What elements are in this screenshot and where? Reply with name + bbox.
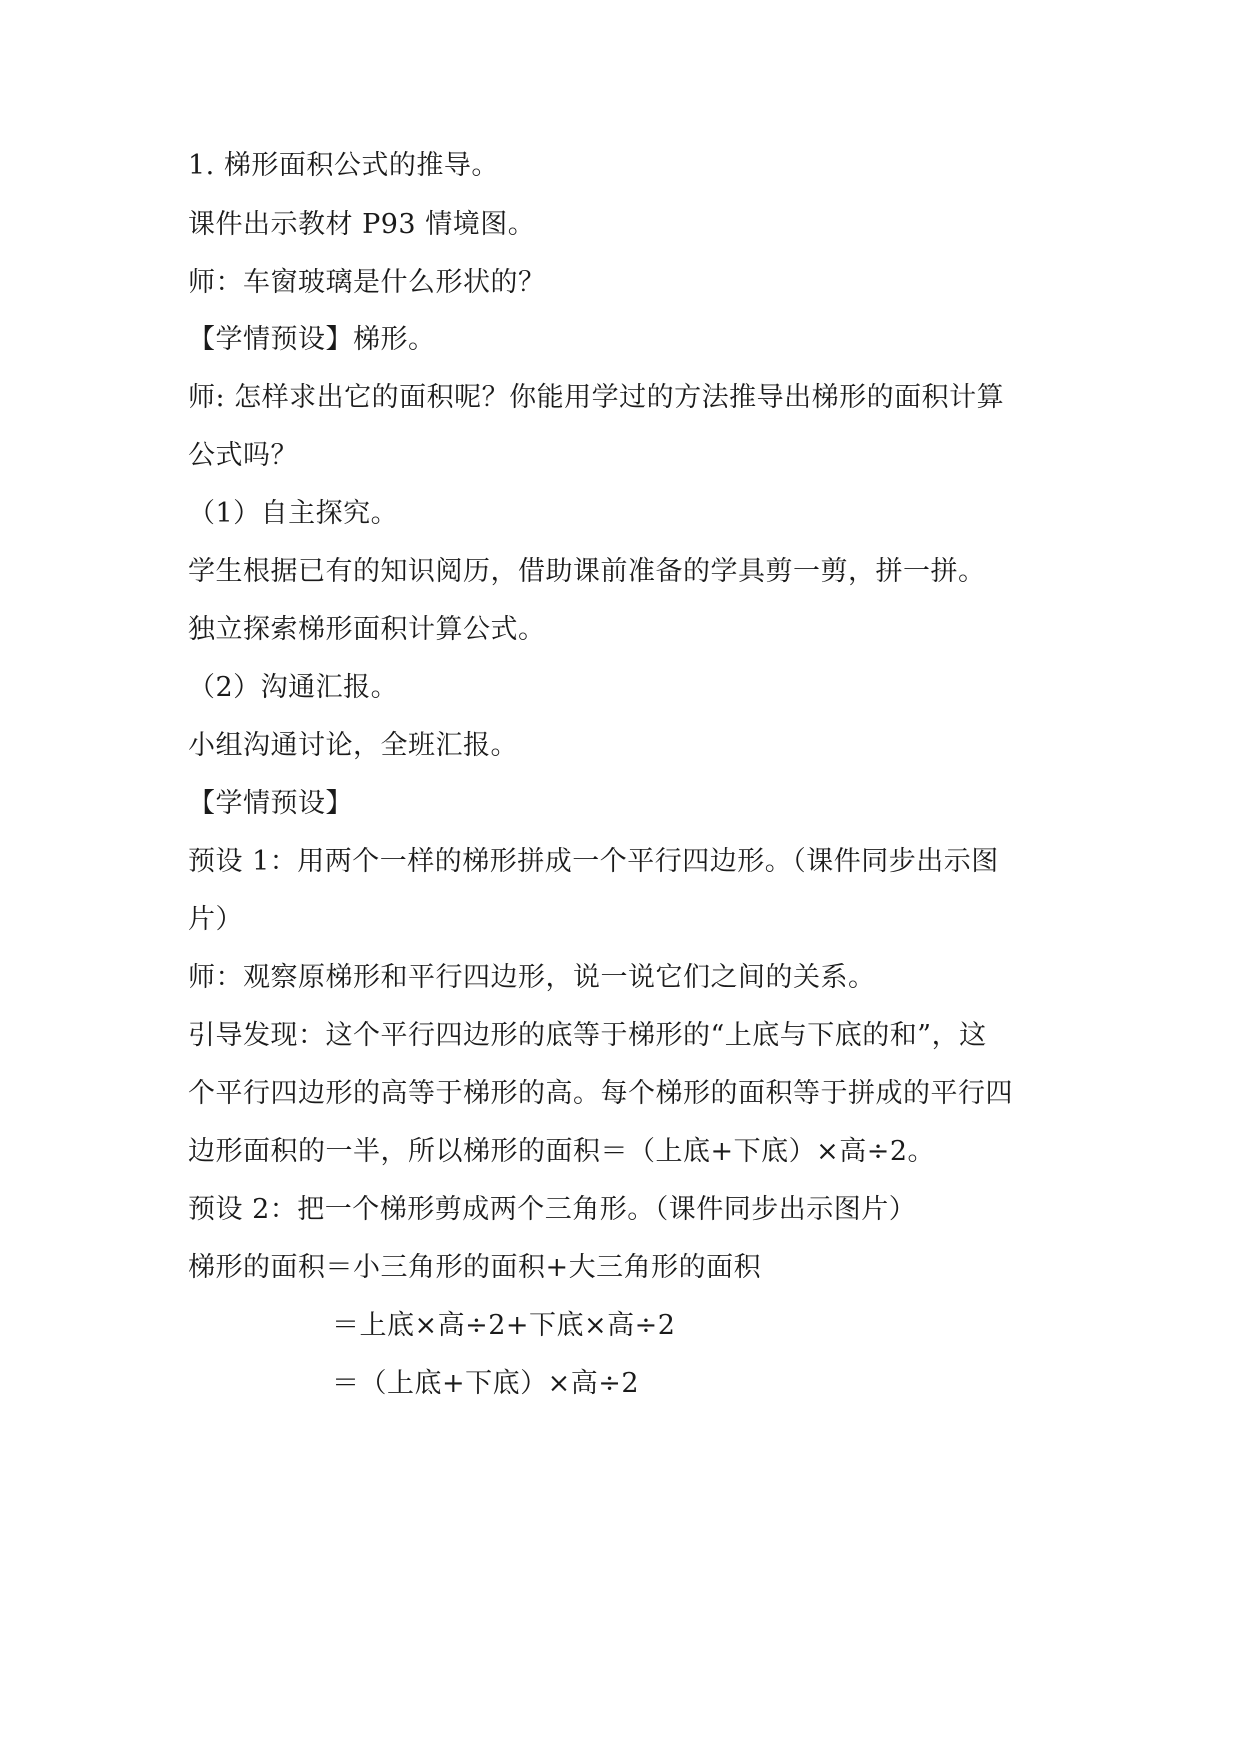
formula-line: ＝上底×高÷2+下底×高÷2 xyxy=(332,1310,676,1341)
text-line: 边形面积的一半，所以梯形的面积＝（上底+下底）×高÷2。 xyxy=(188,1136,936,1167)
text-line: 小组沟通讨论，全班汇报。 xyxy=(188,730,518,761)
text-line: 预设 1：用两个一样的梯形拼成一个平行四边形。（课件同步出示图 xyxy=(188,846,999,877)
text-line: 片） xyxy=(188,904,243,935)
section-heading: 1. 梯形面积公式的推导。 xyxy=(188,150,499,181)
text-line: 个平行四边形的高等于梯形的高。每个梯形的面积等于拼成的平行四 xyxy=(188,1078,1013,1109)
text-line: 独立探索梯形面积计算公式。 xyxy=(188,614,546,645)
subsection-heading: （2）沟通汇报。 xyxy=(188,672,399,703)
formula-line: ＝（上底+下底）×高÷2 xyxy=(332,1368,640,1399)
text-line: 师: 怎样求出它的面积呢？你能用学过的方法推导出梯形的面积计算 xyxy=(188,382,1005,413)
text-line: 师：观察原梯形和平行四边形，说一说它们之间的关系。 xyxy=(188,962,876,993)
text-line: 【学情预设】梯形。 xyxy=(188,324,436,355)
text-line: 师：车窗玻璃是什么形状的？ xyxy=(188,267,546,298)
text-line: 公式吗？ xyxy=(188,440,298,471)
text-line: 引导发现：这个平行四边形的底等于梯形的“上底与下底的和”，这 xyxy=(188,1020,987,1051)
text-line: 学生根据已有的知识阅历，借助课前准备的学具剪一剪，拼一拼。 xyxy=(188,556,986,587)
subsection-heading: （1）自主探究。 xyxy=(188,498,399,529)
text-line: 课件出示教材 P93 情境图。 xyxy=(188,209,536,240)
formula-line: 梯形的面积＝小三角形的面积+大三角形的面积 xyxy=(188,1252,762,1283)
text-line: 预设 2：把一个梯形剪成两个三角形。（课件同步出示图片） xyxy=(188,1194,917,1225)
text-line: 【学情预设】 xyxy=(188,788,353,819)
